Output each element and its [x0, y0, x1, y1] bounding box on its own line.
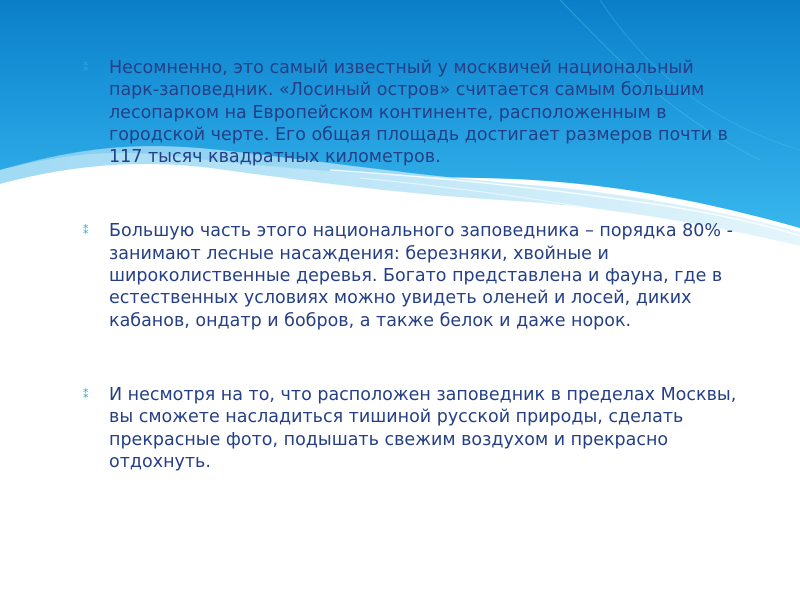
bullet-paragraph-2 — [84, 220, 744, 331]
paragraph-text: Несомненно, это самый известный у москвичей национальный парк-заповедник. «Лосиный остров» считается самым большим лесопарком на Европейском континенте, расположенным в городской черте. Его общая площадь достигает размеров почти в 117 тысяч квадратных километров. — [109, 58, 728, 168]
text-body — [84, 57, 744, 473]
bullet-star-icon: ⁑ — [83, 224, 89, 238]
bullet-star-icon: ⁑ — [83, 61, 89, 74]
bullet-star-icon: ⁑ — [83, 387, 89, 401]
paragraph-text: Большую часть этого национального заповедника – порядка 80% - занимают лесные насаждения: березняки, хвойные и широколиственные деревья. Богато представлена и фауна, где в естественных условиях можно увидеть оленей и лосей, диких кабанов, ондатр и бобров, а также белок и даже норок. — [109, 221, 733, 331]
bullet-paragraph-1 — [84, 57, 744, 168]
paragraph-text: И несмотря на то, что расположен заповедник в пределах Москвы, вы сможете насладиться тишиной русской природы, сделать прекрасные фото, подышать свежим воздухом и прекрасно отдохнуть. — [109, 384, 737, 472]
bullet-paragraph-3 — [84, 384, 744, 473]
